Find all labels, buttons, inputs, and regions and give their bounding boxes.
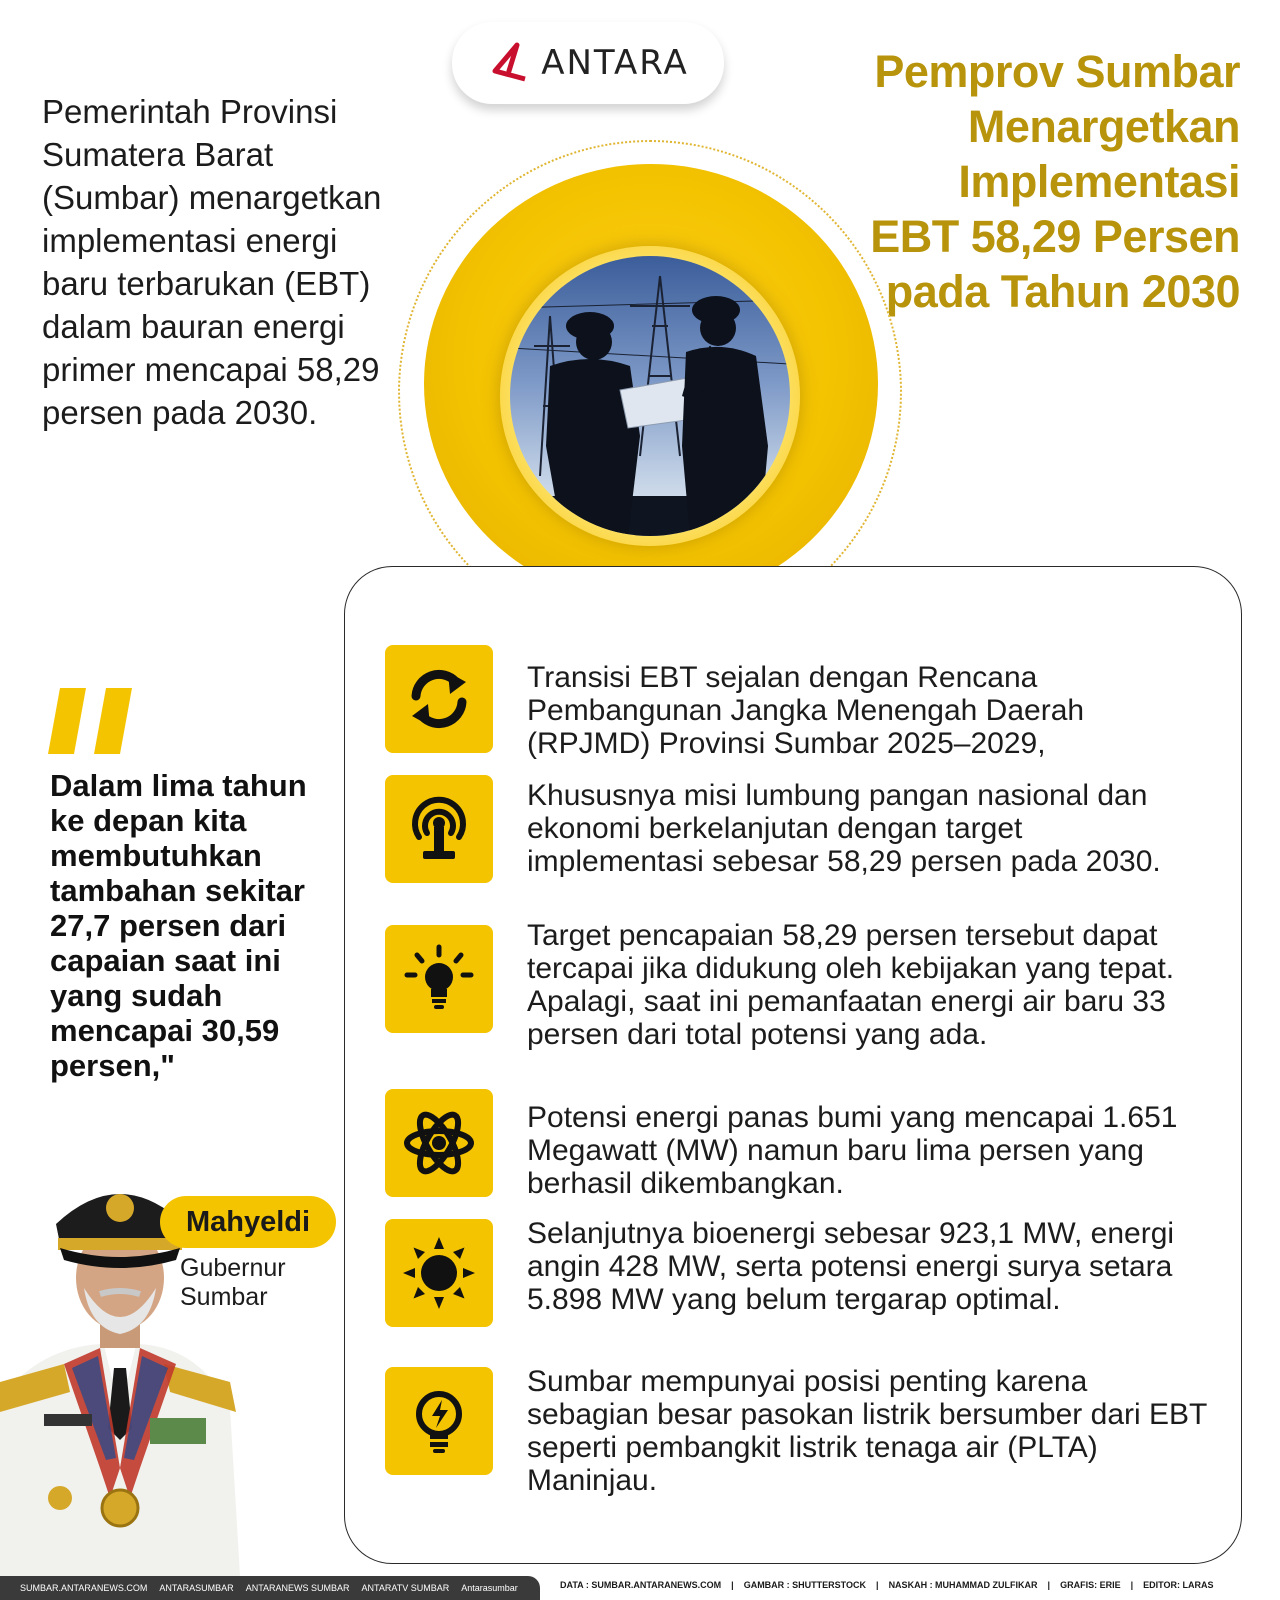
info-item-text: Khususnya misi lumbung pangan nasional dan ekonomi berkelanjutan dengan target implementasi sebesar 58,29 persen pada 2030. xyxy=(527,779,1161,878)
social-links-bar xyxy=(0,1576,540,1600)
credit-image: GAMBAR : SHUTTERSTOCK xyxy=(743,1580,867,1590)
speaker-name-tag: Mahyeldi xyxy=(160,1196,336,1248)
antara-logo-mark-icon xyxy=(487,41,531,85)
quote-mark-icon xyxy=(46,688,136,754)
credit-separator: | xyxy=(1130,1580,1134,1590)
info-item-text: Target pencapaian 58,29 persen tersebut dapat tercapai jika didukung oleh kebijakan yang tepat. Apalagi, saat ini pemanfaatan energi air baru 33 persen dari total potensi yang ada. xyxy=(527,919,1175,1051)
social-link-instagram[interactable]: ANTARASUMBAR xyxy=(159,1583,234,1593)
lightbulb-icon xyxy=(385,925,493,1033)
speaker-title: Gubernur Sumbar xyxy=(180,1254,286,1311)
credit-separator: | xyxy=(731,1580,734,1590)
brand-name: ANTARA xyxy=(541,43,689,83)
intro-paragraph: Pemerintah Provinsi Sumatera Barat (Sumbar) menargetkan implementasi energi baru terbarukan (EBT) dalam bauran energi primer mencapai 58,29 persen pada 2030. xyxy=(42,93,382,431)
page-title: Pemprov Sumbar Menargetkan Implementasi EBT 58,29 Persen pada Tahun 2030 xyxy=(870,46,1240,317)
refresh-icon xyxy=(385,645,493,753)
credit-separator: | xyxy=(1047,1580,1051,1590)
credits-line xyxy=(560,1580,1260,1590)
credit-separator: | xyxy=(876,1580,879,1590)
broadcast-tower-icon xyxy=(385,775,493,883)
info-item-text: Transisi EBT sejalan dengan Rencana Pembangunan Jangka Menengah Daerah (RPJMD) Provinsi Sumbar 2025–2029, xyxy=(527,661,1085,760)
sun-icon xyxy=(385,1219,493,1327)
power-bulb-icon xyxy=(385,1367,493,1475)
antara-logo xyxy=(452,22,724,104)
credit-data: DATA : SUMBAR.ANTARANEWS.COM xyxy=(560,1580,722,1590)
info-item-text: Potensi energi panas bumi yang mencapai 1.651 Megawatt (MW) namun baru lima persen yang berhasil dikembangkan. xyxy=(527,1101,1178,1200)
credit-writer: NASKAH : MUHAMMAD ZULFIKAR xyxy=(888,1580,1038,1590)
credit-editor: EDITOR: LARAS xyxy=(1143,1580,1214,1590)
atom-icon xyxy=(385,1089,493,1197)
info-card xyxy=(344,566,1242,1564)
engineers-photo xyxy=(510,256,790,536)
info-item-text: Selanjutnya bioenergi sebesar 923,1 MW, energi angin 428 MW, serta potensi energi surya setara 5.898 MW yang belum tergarap optimal. xyxy=(527,1217,1175,1316)
social-link-website[interactable]: SUMBAR.ANTARANEWS.COM xyxy=(20,1583,148,1593)
info-item-text: Sumbar mempunyai posisi penting karena sebagian besar pasokan listrik bersumber dari EBT seperti pembangkit listrik tenaga air (PLTA) Maninjau. xyxy=(527,1365,1207,1497)
social-link-facebook[interactable]: ANTARANEWS SUMBAR xyxy=(245,1583,350,1593)
quote-text: Dalam lima tahun ke depan kita membutuhkan tambahan sekitar 27,7 persen dari capaian saat ini yang sudah mencapai 30,59 persen," xyxy=(50,768,307,1083)
engineers-silhouette-image xyxy=(510,256,790,536)
social-link-tiktok[interactable]: Antarasumbar xyxy=(461,1583,518,1593)
credit-graphics: GRAFIS: ERIE xyxy=(1060,1580,1121,1590)
social-link-youtube[interactable]: ANTARATV SUMBAR xyxy=(361,1583,450,1593)
